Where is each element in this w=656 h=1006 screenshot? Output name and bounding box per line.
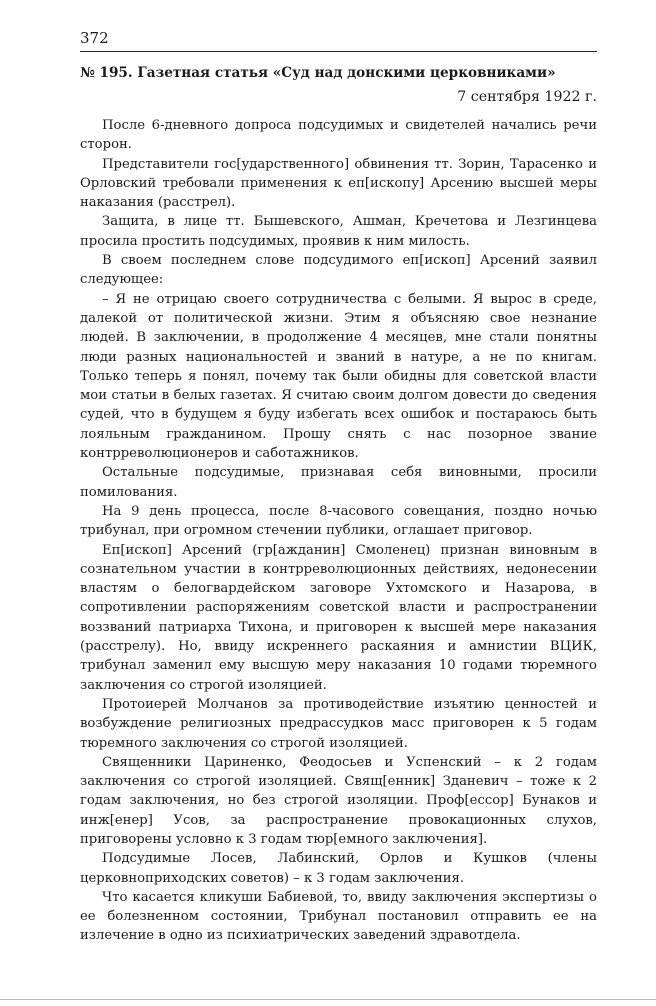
paragraph: Священники Цариненко, Феодосьев и Успенский – к 2 годам заключения со строгой изоляцией. Свящ[енник] Зданевич – тоже к 2 годам заключения, но без строгой изоляции. Проф[ессор] Бунаков и инж[енер] Усов, за распространение провокационных слухов, приговорены условно к 3 годам тюр[емного заключения].	[80, 754, 597, 847]
paragraph: Протоиерей Молчанов за противодействие изъятию ценностей и возбуждение религиозных предрассудков масс приговорен к 5 годам тюремного заключения со строгой изоляцией.	[80, 696, 597, 751]
header-rule	[80, 51, 597, 52]
paragraph: На 9 день процесса, после 8-часового совещания, поздно ночью трибунал, при огромном стечении публики, оглашает приговор.	[80, 503, 597, 539]
paragraph: Еп[ископ] Арсений (гр[ажданин] Смоленец) признан виновным в сознательном участии в контрреволюционных действиях, недонесении властям о белогвардейском заговоре Ухтомского и Назарова, в сопротивлении распоряжениям советской власти и распространении воззваний патриарха Тихона, и приговорен к высшей мере наказания (расстрелу). Но, ввиду искреннего раскаяния и амнистии ВЦИК, трибунал заменил ему высшую меру наказания 10 годами тюремного заключения со строгой изоляцией.	[80, 542, 597, 693]
paragraph: В своем последнем слове подсудимого еп[ископ] Арсений заявил следующее:	[80, 253, 597, 288]
paragraph: Защита, в лице тт. Бышевского, Ашман, Кречетова и Лезгинцева просила простить подсудимых, проявив к ним милость.	[80, 214, 597, 249]
paragraph: После 6-дневного допроса подсудимых и свидетелей начались речи сторон.	[80, 118, 597, 153]
paragraph: Что касается кликуши Бабиевой, то, ввиду заключения экспертизы о ее болезненном состоянии, Трибунал постановил отправить ее на излечение в одно из психиатрических заведений здравотдела.	[80, 889, 597, 944]
paragraph: Представители гос[ударственного] обвинения тт. Зорин, Тарасенко и Орловский требовали применения к еп[ископу] Арсению высшей меры наказания (расстрел).	[80, 156, 597, 211]
bottom-rule	[0, 999, 656, 1000]
body-text	[80, 116, 597, 946]
page-number: 372	[80, 29, 109, 47]
paragraph: Остальные подсудимые, признавая себя виновными, просили помилования.	[80, 465, 597, 500]
document-title: № 195. Газетная статья «Суд над донскими церковниками»	[80, 65, 556, 81]
paragraph: – Я не отрицаю своего сотрудничества с белыми. Я вырос в среде, далекой от политической жизни. Этим я объясняю свое незнание людей. В заключении, в продолжение 4 месяцев, мне стали понятны люди разных национальностей и званий в натуре, а не по книгам. Только теперь я понял, почему так были обидны для советской власти мои статьи в белых газетах. Я считаю своим долгом довести до сведения судей, что в будущем я буду избегать всех ошибок и постараюсь быть лояльным гражданином. Прошу снять с нас позорное звание контрреволюционеров и саботажников.	[80, 291, 597, 462]
paragraph: Подсудимые Лосев, Лабинский, Орлов и Кушков (члены церковноприходских советов) – к 3 годам заключения.	[80, 851, 597, 886]
document-date: 7 сентября 1922 г.	[457, 89, 597, 105]
